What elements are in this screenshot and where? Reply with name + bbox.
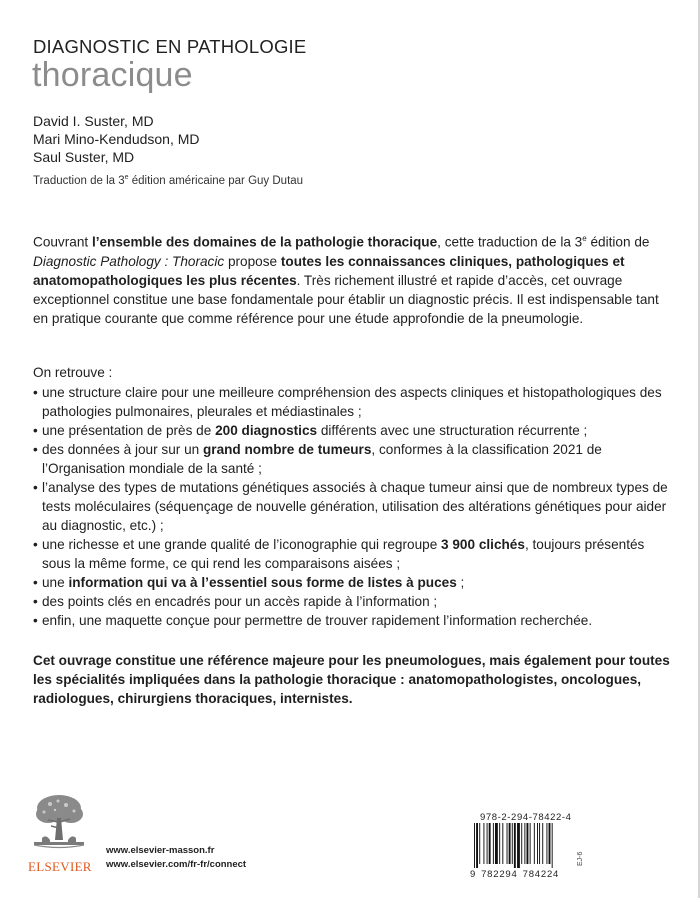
feature-list (33, 383, 673, 630)
barcode-bar (502, 823, 503, 864)
barcode-bar (534, 823, 535, 864)
barcode-bar (537, 823, 538, 864)
bullet-icon: • (33, 594, 38, 609)
list-item: • enfin, une maquette conçue pour permettre de trouver rapidement l’information recherchée. (33, 613, 593, 628)
barcode-bar (493, 823, 494, 864)
barcode-bar (530, 823, 531, 864)
list-item: • une information qui va à l’essentiel sous forme de listes à puces ; (33, 575, 465, 590)
bullet-icon: • (33, 613, 38, 628)
translation-credit: Traduction de la 3e édition américaine par Guy Dutau (33, 174, 304, 187)
authors (33, 112, 200, 166)
intro-paragraph: Couvrant l’ensemble des domaines de la pathologie thoracique, cette traduction de la 3e édition de Diagnostic Pathology : Thoracic propose toutes les connaissances cliniques, pathologiques et anatomopathologiques les plus récentes. Très richement illustré et rapide d’accès, cet ouvrage exceptionnel constitue une base fondamentale pour établir un diagnostic précis. Il est indispensable tant en pratique courante que comme référence pour une étude approfondie de la pneumologie. (33, 234, 659, 326)
barcode-bar (495, 823, 498, 864)
book-subtitle: thoracique (32, 56, 193, 94)
author-1: David I. Suster, MD (33, 113, 154, 129)
tree-icon (28, 790, 90, 852)
barcode-bar (514, 823, 516, 868)
barcode-bar (483, 823, 484, 864)
url-link[interactable]: www.elsevier.com/fr-fr/connect (106, 859, 247, 870)
book-title: DIAGNOSTIC EN PATHOLOGIE (33, 36, 307, 57)
list-item: • une richesse et une grande qualité de l’iconographie qui regroupe 3 900 clichés, toujours présentés sous la même forme, ce qui rend les comparaisons aisées ; (33, 537, 645, 571)
publisher-urls (106, 844, 246, 872)
barcode-bar (487, 823, 488, 864)
barcode-bar (476, 823, 478, 868)
list-item: • une structure claire pour une meilleure compréhension des aspects cliniques et histopathologiques des pathologies pulmonaires, pleurales et médiastinales ; (33, 385, 662, 419)
list-intro: On retrouve : (33, 365, 113, 380)
bullet-icon: • (33, 442, 38, 457)
author-3: Saul Suster, MD (33, 149, 135, 165)
barcode-bar (474, 823, 475, 868)
list-item: • des points clés en encadrés pour un accès rapide à l’information ; (33, 594, 438, 609)
barcode-bar (499, 823, 500, 864)
barcode-bar (549, 823, 551, 864)
barcode-bar (509, 823, 511, 864)
bullet-icon: • (33, 480, 38, 495)
barcode-digits: 9 782294 784224 (470, 869, 560, 880)
isbn-number: 978-2-294-78422-4 (480, 812, 572, 823)
barcode-bar (489, 823, 491, 864)
price-code: EJ-6 (577, 851, 584, 866)
url-link[interactable]: www.elsevier-masson.fr (106, 845, 215, 856)
barcode-bar (542, 823, 543, 864)
barcode-bar (546, 823, 547, 864)
bullet-icon: • (33, 385, 38, 400)
publisher-name: ELSEVIER (28, 859, 92, 874)
barcode-bar (527, 823, 529, 864)
barcode-bar (479, 823, 480, 864)
bullet-icon: • (33, 423, 38, 438)
elsevier-logo (28, 790, 90, 875)
barcode-bar (552, 823, 553, 868)
bullet-icon: • (33, 575, 38, 590)
barcode-bar (512, 823, 513, 864)
barcode-bar (517, 823, 520, 868)
author-2: Mari Mino-Kendudson, MD (33, 131, 200, 147)
barcode-bar (524, 823, 525, 864)
conclusion-paragraph: Cet ouvrage constitue une référence majeure pour les pneumologues, mais également pour toutes les spécialités impliquées dans la pathologie thoracique : anatomopathologistes, oncologues, radiologues, chirurgiens thoraciques, internistes. (33, 653, 670, 706)
barcode-bar (507, 823, 508, 864)
barcode-icon (474, 823, 574, 868)
barcode-bar (521, 823, 522, 864)
bullet-icon: • (33, 537, 38, 552)
list-item: • l’analyse des types de mutations génétiques associés à chaque tumeur ainsi que de nombreux types de tests moléculaires (séquençage de nouvelle génération, utilisation des altérations génétiques pour aider au diagnostic, etc.) ; (33, 480, 668, 533)
list-item: • une présentation de près de 200 diagnostics différents avec une structuration récurrente ; (33, 423, 588, 438)
list-item: • des données à jour sur un grand nombre de tumeurs, conformes à la classification 2021 de l’Organisation mondiale de la santé ; (33, 442, 602, 476)
barcode-bar (539, 823, 540, 864)
